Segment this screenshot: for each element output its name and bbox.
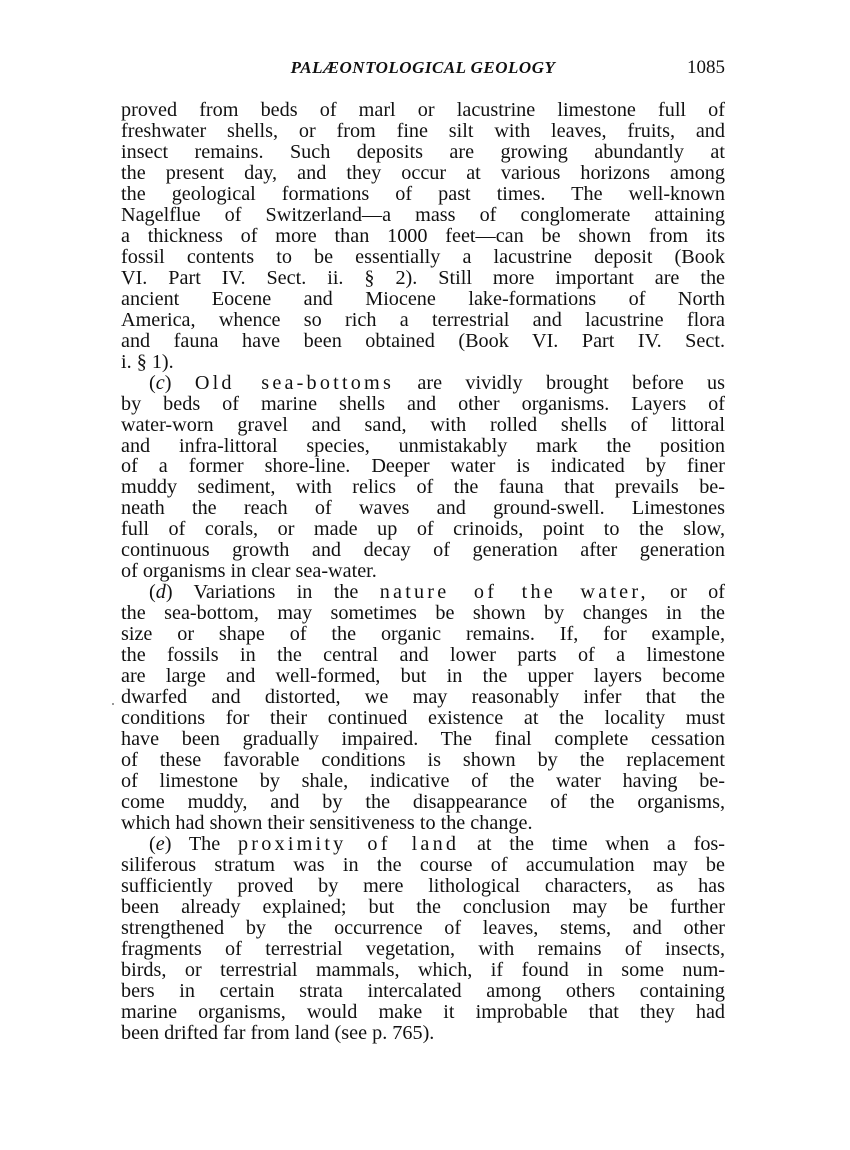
text-line (121, 750, 725, 771)
line-text: have been gradually impaired. The final complete cessation (121, 728, 725, 751)
line-text: of organisms in clear sea-water. (121, 560, 377, 583)
line-text: Variations in the (172, 581, 380, 604)
line-text: and infra-littoral species, unmistakably mark the position (121, 434, 725, 457)
line-text: the sea-bottom, may sometimes be shown by changes in the (121, 602, 725, 625)
line-text: siliferous stratum was in the course of accumulation may be (121, 853, 725, 876)
text-line (121, 352, 725, 373)
text-line (121, 561, 725, 582)
line-text: i. § 1). (121, 350, 174, 373)
line-text: America, whence so rich a terrestrial and lacustrine flora (121, 308, 725, 331)
line-text: of these favorable conditions is shown by the replacement (121, 749, 725, 772)
text-line (121, 981, 725, 1002)
line-text: the present day, and they occur at various horizons among (121, 161, 725, 184)
line-text: The (171, 832, 239, 855)
text-line (121, 603, 725, 624)
spaced-emphasis: proximity of land (238, 832, 460, 855)
line-text: the fossils in the central and lower parts of a limestone (121, 644, 725, 667)
text-line (121, 477, 725, 498)
text-line (121, 436, 725, 457)
line-text: full of corals, or made up of crinoids, point to the slow, (121, 518, 725, 541)
line-text: water-worn gravel and sand, with rolled shells of littoral (121, 413, 725, 436)
line-text: the geological formations of past times. The well-known (121, 182, 725, 205)
line-text: dwarfed and distorted, we may reasonably infer that the (121, 686, 725, 709)
line-text: fragments of terrestrial vegetation, with remains of insects, (121, 937, 725, 960)
text-line (121, 834, 725, 855)
line-text: are large and well-formed, but in the upper layers become (121, 665, 725, 688)
spaced-emphasis: nature of the water, (379, 581, 649, 604)
text-line (121, 708, 725, 729)
line-text: size or shape of the organic remains. If, for example, (121, 623, 725, 646)
line-text: at the time when a fos- (459, 832, 725, 855)
line-text: bers in certain strata intercalated among others containing (121, 979, 725, 1002)
line-text: marine organisms, would make it improbable that they had (121, 1000, 725, 1023)
line-text: a thickness of more than 1000 feet—can be shown from its (121, 224, 725, 247)
text-line (121, 792, 725, 813)
text-line (121, 666, 725, 687)
paragraph-label: (d) (149, 581, 173, 604)
line-text: freshwater shells, or from fine silt with leaves, fruits, and (121, 119, 725, 142)
text-line (121, 184, 725, 205)
text-line (121, 645, 725, 666)
text-line (121, 100, 725, 121)
text-line (121, 268, 725, 289)
text-line (121, 540, 725, 561)
line-text: by beds of marine shells and other organisms. Layers of (121, 392, 725, 415)
line-text: muddy sediment, with relics of the fauna that prevails be- (121, 476, 725, 499)
line-text: been already explained; but the conclusion may be further (121, 895, 725, 918)
line-text: strengthened by the occurrence of leaves, stems, and other (121, 916, 725, 939)
text-line (121, 205, 725, 226)
text-line (121, 876, 725, 897)
line-text: conditions for their continued existence at the locality must (121, 707, 725, 730)
text-line (121, 415, 725, 436)
line-text: neath the reach of waves and ground-swell. Limestones (121, 497, 725, 520)
text-line (121, 960, 725, 981)
line-text: of a former shore-line. Deeper water is indicated by finer (121, 455, 725, 478)
line-text: birds, or terrestrial mammals, which, if found in some num- (121, 958, 725, 981)
text-line (121, 687, 725, 708)
line-text: insect remains. Such deposits are growing abundantly at (121, 140, 725, 163)
line-text: sufficiently proved by mere lithological characters, as has (121, 874, 725, 897)
text-line (121, 897, 725, 918)
text-line (121, 729, 725, 750)
text-line (121, 163, 725, 184)
text-line (121, 456, 725, 477)
line-text: been drifted far from land (see p. 765). (121, 1021, 435, 1044)
text-line (121, 1002, 725, 1023)
line-text: ancient Eocene and Miocene lake-formations of North (121, 287, 725, 310)
line-text: of limestone by shale, indicative of the water having be- (121, 770, 725, 792)
paragraph-label: (e) (149, 832, 172, 855)
line-text: or of (648, 581, 725, 604)
line-text: proved from beds of marl or lacustrine limestone full of (121, 99, 725, 121)
page-number: 1085 (687, 57, 725, 78)
running-title: PALÆONTOLOGICAL GEOLOGY (290, 58, 556, 77)
line-text: fossil contents to be essentially a lacustrine deposit (Book (121, 245, 725, 268)
text-line (121, 939, 725, 960)
text-line (121, 1023, 725, 1044)
line-text: and fauna have been obtained (Book VI. Part IV. Sect. (121, 329, 725, 352)
text-line (121, 310, 725, 331)
text-line (121, 771, 725, 792)
body-text (121, 100, 725, 1044)
text-line (121, 855, 725, 876)
text-line (121, 289, 725, 310)
text-line (121, 582, 725, 603)
line-text: come muddy, and by the disappearance of the organisms, (121, 790, 725, 813)
paragraph-label: (c) (149, 371, 172, 394)
text-line (121, 331, 725, 352)
margin-speck (112, 703, 114, 705)
running-head (121, 58, 725, 84)
spaced-emphasis: Old sea-bottoms (194, 371, 395, 394)
line-text: are vividly brought before us (394, 371, 726, 394)
text-line (121, 142, 725, 163)
text-line (121, 624, 725, 645)
line-text: continuous growth and decay of generation after generation (121, 539, 725, 562)
text-line (121, 373, 725, 394)
text-line (121, 519, 725, 540)
text-line (121, 498, 725, 519)
text-line (121, 813, 725, 834)
text-line (121, 226, 725, 247)
text-line (121, 121, 725, 142)
text-line (121, 247, 725, 268)
line-text: which had shown their sensitiveness to the change. (121, 811, 533, 834)
text-line (121, 394, 725, 415)
text-line (121, 918, 725, 939)
line-text: Nagelflue of Switzerland—a mass of conglomerate attaining (121, 203, 725, 226)
line-text: VI. Part IV. Sect. ii. § 2). Still more important are the (121, 266, 725, 289)
